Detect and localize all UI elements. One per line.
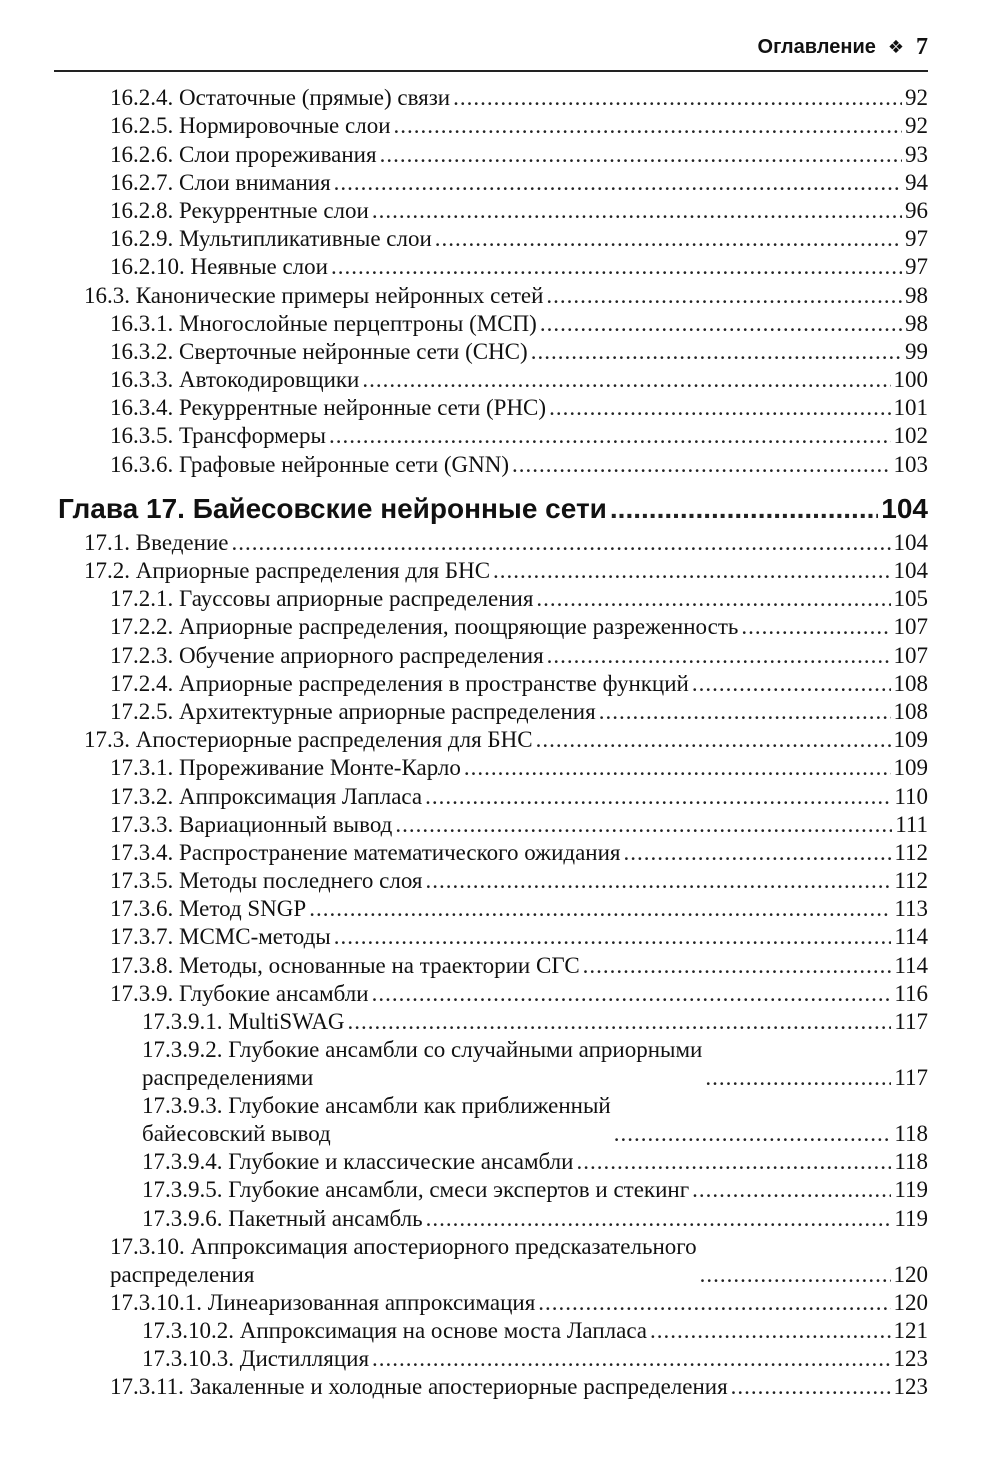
toc-entry-title: 17.3.7. MCMC-методы	[110, 924, 331, 950]
toc-entry-title: 16.3. Канонические примеры нейронных сетей	[84, 282, 544, 308]
toc-entry[interactable]	[0, 1345, 1000, 1373]
dot-leader	[540, 310, 902, 338]
dot-leader	[395, 811, 892, 839]
toc-entry-title: 16.2.10. Неявные слои	[110, 254, 328, 280]
toc-entry[interactable]	[0, 281, 1000, 309]
toc-entry-page: 113	[894, 896, 928, 922]
toc-entry-page: 123	[893, 1346, 928, 1372]
toc-entry-title: 16.2.5. Нормировочные слои	[110, 113, 391, 139]
toc-entry-title: 17.3.1. Прореживание Монте-Карло	[110, 755, 461, 781]
toc-entry-title: 16.2.7. Слои внимания	[110, 169, 331, 195]
toc-entry-title	[110, 1233, 697, 1289]
toc-entry-title: 17.2.5. Архитектурные априорные распределения	[110, 698, 596, 724]
toc-entry[interactable]	[0, 529, 1000, 557]
toc-entry[interactable]	[0, 1204, 1000, 1232]
toc-entry-title: 17.3.11. Закаленные и холодные апостериорные распределения	[110, 1374, 728, 1400]
header-title: Оглавление	[757, 36, 876, 58]
toc-entry-page: 118	[894, 1121, 928, 1146]
toc-entry[interactable]	[0, 169, 1000, 197]
toc-entry-title: 17.3.4. Распространение математического ожидания	[110, 839, 621, 865]
page-number: 7	[916, 34, 928, 60]
toc-entry-title: 17.3.9.1. MultiSWAG	[142, 1009, 345, 1034]
toc-entry-title	[142, 1092, 611, 1148]
toc-entry[interactable]	[0, 670, 1000, 698]
dot-leader	[538, 1289, 890, 1317]
toc-entry[interactable]	[0, 585, 1000, 613]
dot-leader	[425, 783, 891, 811]
toc-entry-title-line1: 17.3.10. Аппроксимация апостериорного предсказательного	[110, 1233, 697, 1259]
dot-leader	[692, 670, 891, 698]
toc-entry[interactable]	[0, 366, 1000, 394]
dot-leader	[576, 1148, 891, 1176]
toc-entry-title: 17.3.10.2. Аппроксимация на основе моста Лапласа	[142, 1317, 648, 1343]
toc-entry[interactable]	[0, 557, 1000, 585]
dot-leader	[309, 895, 891, 923]
toc-entry-page: 92	[905, 85, 928, 111]
dot-leader	[453, 84, 902, 112]
toc-entry[interactable]	[0, 450, 1000, 478]
toc-entry-page: 104	[893, 529, 928, 555]
dot-leader	[426, 1205, 892, 1233]
toc-entry-title: 17.3.8. Методы, основанные на траектории СГС	[110, 952, 580, 978]
dot-leader	[464, 754, 891, 782]
toc-entry[interactable]	[0, 1289, 1000, 1317]
toc-entry-page: 105	[893, 586, 928, 612]
toc-entry-title-line2: распределения	[110, 1261, 255, 1287]
dot-leader	[331, 253, 902, 281]
toc-entry-page: 119	[894, 1177, 928, 1203]
toc-entry-title-line1: 17.3.9.2. Глубокие ансамбли со случайными априорными	[142, 1037, 703, 1062]
dot-leader	[599, 698, 891, 726]
dot-leader	[536, 726, 891, 754]
toc-entry[interactable]	[0, 698, 1000, 726]
dot-leader	[547, 642, 891, 670]
toc-entry[interactable]	[0, 310, 1000, 338]
toc-entry-title-line1: 17.3.9.3. Глубокие ансамбли как приближенный	[142, 1093, 611, 1118]
toc-entry-page: 116	[894, 980, 928, 1006]
toc-entry-title: 16.2.4. Остаточные (прямые) связи	[110, 85, 451, 111]
toc-entry-title: 16.2.6. Слои прореживания	[110, 141, 377, 167]
toc-entry[interactable]	[0, 782, 1000, 810]
toc-entry-page: 98	[905, 282, 928, 308]
toc-entry-title: 16.3.5. Трансформеры	[110, 423, 326, 449]
toc-entry-title: 17.2.3. Обучение априорного распределения	[110, 642, 544, 668]
dot-leader	[372, 1345, 890, 1373]
toc-entry-title: 17.3.9.4. Глубокие и классические ансамбли	[142, 1149, 574, 1175]
dot-leader	[583, 952, 892, 980]
toc-entry-title: 16.3.4. Рекуррентные нейронные сети (РНС)	[110, 395, 547, 421]
toc-entry-title: 16.2.9. Мультипликативные слои	[110, 226, 432, 252]
toc-entry-title: 17.2.2. Априорные распределения, поощряющие разреженность	[110, 614, 739, 640]
toc-entry-page: 121	[893, 1317, 928, 1343]
dot-leader	[231, 529, 890, 557]
toc-entry[interactable]	[0, 253, 1000, 281]
toc-entry[interactable]	[0, 84, 1000, 112]
toc-entry[interactable]	[0, 613, 1000, 641]
toc-entry-page: 102	[893, 423, 928, 449]
toc-entry-title: 17.3.9.5. Глубокие ансамбли, смеси экспертов и стекинг	[142, 1177, 690, 1203]
toc-entry-page: 117	[894, 1009, 928, 1034]
toc-entry-page: 117	[894, 1065, 928, 1090]
toc-entry-title: 17.2. Априорные распределения для БНС	[84, 558, 491, 583]
toc-entry[interactable]	[0, 1148, 1000, 1176]
toc-entry-page: 104	[881, 492, 928, 524]
dot-leader	[700, 1261, 891, 1289]
toc-entry-title-line2: байесовский вывод	[142, 1121, 331, 1146]
toc-entry-page: 94	[905, 169, 928, 195]
dot-leader	[705, 1064, 891, 1092]
toc-entry-title: 17.3.6. Метод SNGP	[110, 896, 307, 922]
table-of-contents	[0, 84, 1000, 1401]
dot-leader	[546, 282, 902, 310]
dot-leader	[536, 585, 890, 613]
toc-entry[interactable]	[0, 867, 1000, 895]
toc-entry[interactable]	[0, 923, 1000, 951]
toc-entry-title-line2: распределениями	[142, 1065, 314, 1090]
toc-entry-page: 114	[894, 952, 928, 978]
toc-entry[interactable]	[0, 726, 1000, 754]
toc-entry[interactable]	[0, 225, 1000, 253]
toc-entry-page: 93	[905, 141, 928, 167]
chapter-heading[interactable]	[0, 479, 1000, 529]
toc-entry-page: 120	[893, 1261, 928, 1287]
toc-entry[interactable]	[0, 895, 1000, 923]
toc-entry-page: 110	[894, 783, 928, 809]
toc-entry-page: 97	[905, 254, 928, 280]
toc-entry-page: 108	[893, 670, 928, 696]
toc-entry-title: 17.3. Апостериорные распределения для БНС	[84, 727, 533, 753]
dot-leader	[372, 197, 902, 225]
dot-leader	[435, 225, 902, 253]
toc-entry[interactable]	[0, 1092, 1000, 1148]
toc-entry[interactable]	[0, 112, 1000, 140]
toc-entry-title: 16.3.6. Графовые нейронные сети (GNN)	[110, 451, 510, 477]
dot-leader	[425, 867, 891, 895]
toc-entry[interactable]	[0, 197, 1000, 225]
toc-entry-page: 100	[893, 367, 928, 393]
dot-leader	[531, 338, 902, 366]
toc-entry-title: 16.2.8. Рекуррентные слои	[110, 197, 369, 223]
dot-leader	[610, 489, 878, 529]
toc-entry-title: 17.3.9. Глубокие ансамбли	[110, 980, 369, 1006]
toc-entry[interactable]	[0, 641, 1000, 669]
toc-entry-title: 17.3.2. Аппроксимация Лапласа	[110, 783, 423, 809]
toc-entry[interactable]	[0, 1317, 1000, 1345]
toc-entry-title: Глава 17. Байесовские нейронные сети	[58, 492, 607, 524]
dot-leader	[614, 1120, 892, 1148]
toc-entry-page: 112	[894, 839, 928, 865]
ornament-icon: ❖	[887, 37, 904, 57]
toc-entry-page: 101	[893, 395, 928, 421]
toc-entry-title: 17.2.4. Априорные распределения в пространстве функций	[110, 670, 689, 696]
dot-leader	[348, 1008, 892, 1036]
dot-leader	[372, 980, 892, 1008]
toc-entry[interactable]	[0, 754, 1000, 782]
toc-entry[interactable]	[0, 1373, 1000, 1401]
toc-entry-title: 17.3.10.3. Дистилляция	[142, 1346, 370, 1372]
toc-entry[interactable]	[0, 1176, 1000, 1204]
toc-entry-page: 120	[893, 1289, 928, 1315]
toc-entry-page: 109	[893, 755, 928, 781]
dot-leader	[362, 366, 890, 394]
dot-leader	[549, 394, 890, 422]
toc-entry-title: 16.3.1. Многослойные перцептроны (МСП)	[110, 310, 537, 336]
toc-entry-page: 97	[905, 226, 928, 252]
toc-entry-page: 98	[905, 310, 928, 336]
toc-entry-title: 16.3.3. Автокодировщики	[110, 367, 360, 393]
toc-entry-title: 17.1. Введение	[84, 529, 229, 555]
toc-entry-title: 17.2.1. Гауссовы априорные распределения	[110, 586, 534, 612]
toc-entry-page: 112	[894, 868, 928, 894]
toc-entry-page: 119	[894, 1205, 928, 1231]
toc-entry[interactable]	[0, 951, 1000, 979]
toc-entry[interactable]	[0, 338, 1000, 366]
toc-entry-page: 96	[905, 197, 928, 223]
toc-entry-page: 99	[905, 338, 928, 364]
toc-entry-page: 92	[905, 113, 928, 139]
toc-entry-title: 17.3.3. Вариационный вывод	[110, 811, 393, 837]
toc-entry[interactable]	[0, 422, 1000, 450]
dot-leader	[731, 1373, 891, 1401]
dot-leader	[493, 557, 890, 585]
toc-entry-page: 107	[893, 642, 928, 668]
toc-entry[interactable]	[0, 1008, 1000, 1036]
dot-leader	[692, 1176, 891, 1204]
toc-entry-page: 103	[893, 451, 928, 477]
toc-entry-page: 123	[893, 1374, 928, 1400]
dot-leader	[650, 1317, 890, 1345]
toc-entry-title	[142, 1036, 702, 1092]
toc-entry-page: 114	[894, 924, 928, 950]
dot-leader	[512, 451, 890, 479]
toc-entry-page: 111	[895, 811, 928, 837]
toc-entry-page: 107	[893, 614, 928, 640]
toc-entry[interactable]	[0, 1036, 1000, 1092]
dot-leader	[380, 141, 902, 169]
toc-entry-page: 108	[893, 698, 928, 724]
toc-entry-page: 118	[894, 1149, 928, 1175]
toc-entry-title: 16.3.2. Сверточные нейронные сети (СНС)	[110, 338, 528, 364]
toc-entry[interactable]	[0, 980, 1000, 1008]
dot-leader	[334, 169, 902, 197]
dot-leader	[623, 839, 891, 867]
toc-entry-title: 17.3.5. Методы последнего слоя	[110, 868, 423, 894]
toc-entry[interactable]	[0, 1233, 1000, 1289]
dot-leader	[741, 613, 890, 641]
toc-entry[interactable]	[0, 140, 1000, 168]
running-header	[54, 30, 928, 72]
dot-leader	[334, 923, 892, 951]
dot-leader	[394, 112, 902, 140]
toc-entry-page: 104	[893, 558, 928, 583]
dot-leader	[329, 422, 891, 450]
toc-entry-page: 109	[893, 727, 928, 753]
toc-entry-title: 17.3.9.6. Пакетный ансамбль	[142, 1205, 423, 1231]
toc-entry[interactable]	[0, 839, 1000, 867]
toc-entry-title: 17.3.10.1. Линеаризованная аппроксимация	[110, 1289, 536, 1315]
toc-entry[interactable]	[0, 394, 1000, 422]
toc-entry[interactable]	[0, 811, 1000, 839]
